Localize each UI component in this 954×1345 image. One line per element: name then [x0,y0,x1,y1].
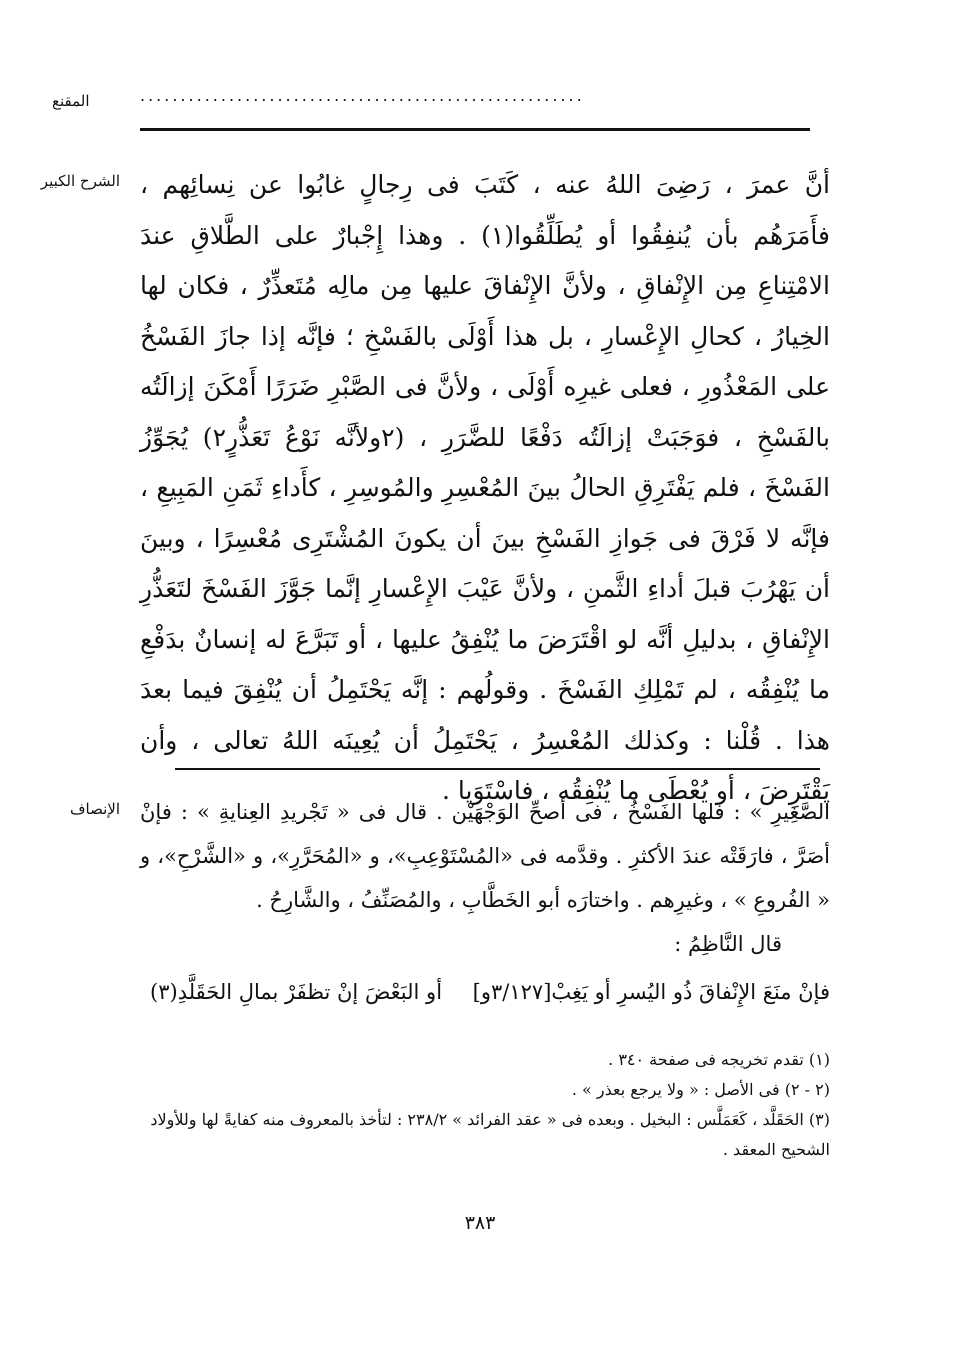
margin-label-insaf: الإنصاف [69,800,120,818]
nazim-intro: قال النَّاظِمُ : [674,932,782,956]
footnote-3: (٣) الحَقَلَّد ، كَعَمَلَّس : البخيل . وبعده فى « عقد الفرائد » ٢٣٨/٢ : لتأخذ بالمعروف منه كفايةً لها وللأولاد الشحيح المعقد . [150,1110,830,1159]
header-dotted-leader: ....................................................... [140,86,585,105]
header-rule [140,128,810,131]
section-divider [175,768,820,770]
verse-second-hemistich: أو البَعْضَ إنْ تظفَرْ بمالِ الحَقَلَّدِ(٣) [150,980,443,1004]
footnotes [140,1045,830,1165]
footnote-1: (١) تقدم تخريجه فى صفحة ٣٤٠ . [608,1050,830,1069]
footnote-2: (٢ - ٢) فى الأصل : « ولا يرجع بعذر » . [571,1080,830,1099]
running-header-title: المقنع [52,92,90,110]
main-paragraph: أنَّ عمرَ ، رَضِىَ اللهُ عنه ، كَتَبَ فى رِجالٍ غابُوا عن نِسائِهم ، فأَمَرَهُم بأن يُنفِقُوا أو يُطَلِّقُوا(١) . وهذا إِجْبارٌ على الطَّلاقِ عندَ الامْتِناعِ مِن الإِنْفاقِ ، ولأنَّ الإِنْفاقَ عليها مِن مالِه مُتَعذِّرٌ ، فكان لها الخِيارُ ، كحالِ الإِعْسارِ ، بل هذا أَوْلَى بالفَسْخِ ؛ فإنَّه إذا جازَ الفَسْخُ على المَعْذُورِ ، فعلى غيرِه أَوْلَى ، ولأنَّ فى الصَّبْرِ ضَرَرًا أَمْكَنَ إزالَتُه بالفَسْخِ ، فوَجَبَتْ إزالَتُه دَفْعًا للضَّرَرِ ، (٢ولأنَّه نَوْعُ تَعَذُّرٍ٢) يُجَوِّزُ الفَسْخَ ، فلم يَفْتَرِقِ الحالُ بينَ المُعْسِرِ والمُوسِرِ ، كأَداءِ ثَمَنِ المَبِيعِ ، فإنَّه لا فَرْقَ فى جَوازِ الفَسْخِ بينَ أن يكونَ المُشْتَرِى مُعْسِرًا ، وبينَ أن يَهْرُبَ قبلَ أداءِ الثَّمنِ ، ولأنَّ عَيْبَ الإِعْسارِ إنَّما جَوَّزَ الفَسْخَ لتَعَذُّرِ الإِنْفاقِ ، بدليلِ أنَّه لو اقْتَرَضَ ما يُنْفِقُ عليها ، أو تَبَرَّعَ له إنسانٌ بدَفْعِ ما يُنْفِقُه ، لم تَمْلِكِ الفَسْخَ . وقولُهم : إنَّه يَحْتَمِلُ أن يُنْفِقَ فيما بعدَ هذا . قُلْنا : وكذلك المُعْسِرُ ، يَحْتَمِلُ أن يُعِينَه اللهُ تعالى ، وأن يَقْتَرِضَ ، أو يُعْطَى ما يُنْفِقُه ، فاسْتَوَيا . [140,170,830,805]
insaf-paragraph: الصَّغِيرِ » : فلها الفَسْخُ ، فى أصحِّ الوَجْهَيْن . قال فى « تَجْريدِ العِنايةِ » : فإنْ أصَرَّ ، فارَقَتْه عندَ الأكثرِ . وقدَّمه فى «المُسْتَوْعِبِ»، و «المُحَرَّرِ»، و «الشَّرْحِ»، و « الفُروعِ » ، وغيرِهم . واختارَه أبو الخَطَّابِ ، والمُصَنِّفُ ، والشَّارِحُ . [140,800,830,912]
verse-first-hemistich: فإنْ منَعَ الإِنْفاقَ ذُو اليُسرِ أو يَغِبْ[٣/١٢٧و] [472,980,830,1004]
margin-label-sharh: الشرح الكبير [40,172,120,190]
main-commentary [140,160,830,817]
poem-verse [150,980,830,1020]
insaf-section [140,790,830,966]
page-number: ٣٨٣ [464,1212,496,1234]
